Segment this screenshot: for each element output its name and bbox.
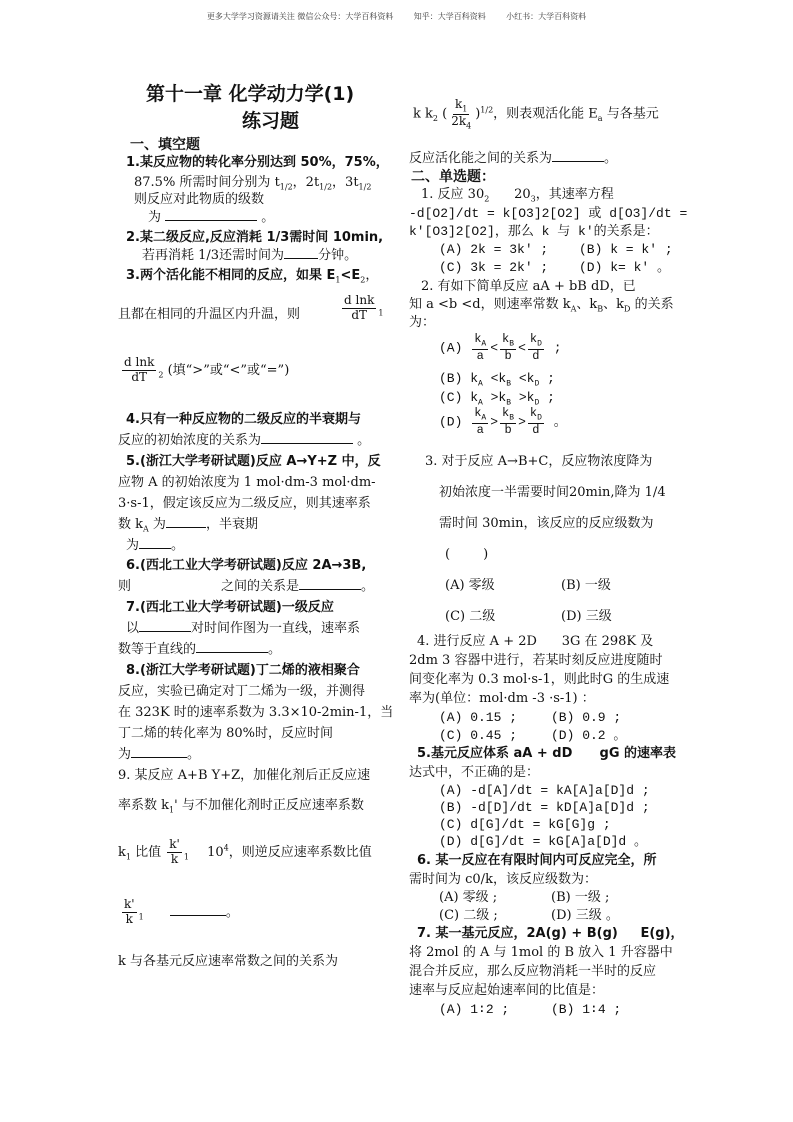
- s6-option-b[interactable]: (B) 一级 ;: [551, 890, 610, 905]
- q5-line4: 数 $k_A$ 为 ，半衰期: [118, 517, 258, 534]
- s3-option-a[interactable]: (A) 零级: [445, 578, 495, 593]
- answer-blank[interactable]: [139, 536, 171, 549]
- answer-blank[interactable]: [139, 619, 191, 632]
- q7-line2: 以 对时间作图为一直线，速率系: [126, 621, 361, 636]
- s1-line3: k'[O3]2[O2]，那么 k 与 k'的关系是：: [409, 224, 659, 239]
- s2-line2: 知 a <b <d，则速率常数 $k_A$、$k_B$、$k_D$ 的关系: [409, 297, 674, 314]
- answer-blank[interactable]: [131, 745, 187, 758]
- s2-line1: 2. 有如下简单反应 aA + bB dD，已: [421, 279, 636, 294]
- s3-option-c[interactable]: (C) 二级: [445, 609, 496, 624]
- q1-line3: 则反应对此物质的级数: [134, 192, 265, 207]
- q9-line4: $\frac{k'}{k}$ $_1$ 。: [124, 897, 239, 926]
- s6-option-c[interactable]: (C) 二级 ;: [439, 908, 498, 923]
- s2-option-a[interactable]: (A) $\frac{k_A}{a}$ < $\frac{k_B}{b}$ < $\frac{k_D}{d}$ ;: [439, 332, 562, 363]
- s1-line1: 1. 反应 $30_2$ $20_3$，其速率方程: [421, 187, 614, 204]
- r-top-line2: 反应活化能之间的关系为 。: [409, 151, 618, 166]
- answer-blank[interactable]: [284, 246, 318, 259]
- q7-line1: 7.(西北工业大学考研试题)一级反应: [126, 600, 334, 615]
- r-top-line1: k $k_2$ ( $\frac{k_1}{2k_4}$ )$^{1/2}$，则表观活化能 $E_a$ 与各基元: [413, 97, 659, 130]
- q8-line3: 在 323K 时的速率系数为 3.3×10-2min-1，当: [118, 705, 394, 720]
- s5-option-c[interactable]: (C) d[G]/dt = kG[G]g ;: [439, 817, 611, 832]
- q8-line2: 反应，实验已确定对丁二烯为一级，并测得: [118, 684, 366, 699]
- q9-line1: 9. 某反应 A+B Y+Z，加催化剂后正反应速: [118, 768, 371, 783]
- s4-option-a[interactable]: (A) 0.15 ;: [439, 710, 518, 725]
- s4-option-c[interactable]: (C) 0.45 ;: [439, 728, 518, 743]
- s4-option-b[interactable]: (B) 0.9 ;: [551, 710, 622, 725]
- s2-option-c[interactable]: (C) $k_A >k_B >k_D$ ;: [439, 390, 555, 408]
- s6-option-d[interactable]: (D) 三级 。: [551, 908, 619, 923]
- answer-blank[interactable]: [165, 208, 257, 221]
- title-line2: 练习题: [242, 110, 300, 132]
- q8-line5: 为 。: [118, 747, 201, 762]
- s3-line3: 需时间 30min，该反应的反应级数为: [439, 516, 654, 531]
- s1-line2: -d[O2]/dt = k[O3]2[O2] 或 d[O3]/dt =: [409, 206, 688, 221]
- s1-option-b[interactable]: (B) k = k' ;: [579, 242, 673, 257]
- s5-option-d[interactable]: (D) d[G]/dt = kG[A]a[D]d 。: [439, 834, 648, 849]
- section-single-choice: 二、单选题：: [411, 169, 495, 185]
- s7-option-a[interactable]: (A) 1∶2 ;: [439, 1002, 510, 1017]
- q3-line2: 且都在相同的升温区内升温，则: [118, 307, 301, 322]
- s7-line3: 混合并反应，那么反应物消耗一半时的反应: [409, 964, 657, 979]
- s5-option-a[interactable]: (A) -d[A]/dt = kA[A]a[D]d ;: [439, 783, 650, 798]
- s3-option-d[interactable]: (D) 三级: [561, 609, 612, 624]
- s6-line1: 6. 某一反应在有限时间内可反应完全，所: [417, 853, 657, 868]
- s4-line2: 2dm 3 容器中进行，若某时刻反应进度随时: [409, 653, 663, 668]
- s1-option-a[interactable]: (A) 2k = 3k' ;: [439, 242, 549, 257]
- q9-line2: 率系数 $k_1'$ 与不加催化剂时正反应速率系数: [118, 798, 364, 815]
- s2-option-d[interactable]: (D) $\frac{k_A}{a}$ > $\frac{k_B}{b}$ > $\frac{k_D}{d}$ 。: [439, 406, 567, 437]
- answer-blank[interactable]: [261, 431, 353, 444]
- q3-line1: 3.两个活化能不相同的反应，如果 $E_1<E_2$，: [126, 268, 379, 285]
- q2-line2: 若再消耗 1/3还需时间为 分钟。: [142, 248, 358, 263]
- s7-line2: 将 2mol 的 A 与 1mol 的 B 放入 1 升容器中: [409, 945, 673, 960]
- q9-line3: $k_1$ 比值 $\frac{k'}{k}$ $_1$ $10^4$，则逆反应速率系数比值: [118, 837, 372, 866]
- s3-answer-bracket[interactable]: ( ): [445, 547, 489, 562]
- answer-blank[interactable]: [299, 577, 361, 590]
- q1-line1: 1.某反应物的转化率分别达到 50%，75%，: [126, 155, 389, 170]
- s4-line1: 4. 进行反应 A + 2D 3G 在 298K 及: [417, 634, 654, 649]
- s4-option-d[interactable]: (D) 0.2 。: [551, 728, 627, 743]
- q8-line4: 丁二烯的转化率为 80%时，反应时间: [118, 726, 334, 741]
- q3-line3: $\frac{\text{d lnk}}{dT}$ $_2$ (填“>”或“<”或“=”): [124, 355, 290, 384]
- s5-option-b[interactable]: (B) -d[D]/dt = kD[A]a[D]d ;: [439, 800, 650, 815]
- q7-line3: 数等于直线的 。: [118, 642, 282, 657]
- q4-line2: 反应的初始浓度的关系为 。: [118, 433, 371, 448]
- answer-blank[interactable]: [196, 640, 268, 653]
- q6-line1: 6.(西北工业大学考研试题)反应 2A→3B,: [126, 558, 367, 573]
- section-fill-blank: 一、填空题: [130, 137, 200, 153]
- q3-fraction1: $\frac{\text{d lnk}}{dT}$ $_1$: [344, 293, 384, 322]
- s2-line3: 为：: [409, 315, 436, 330]
- s6-line2: 需时间为 c0/k，该反应级数为：: [409, 872, 597, 887]
- title-line1: 第十一章 化学动力学(1): [146, 83, 355, 105]
- q2-line1: 2.某二级反应,反应消耗 1/3需时间 10min,: [126, 230, 384, 245]
- s2-option-b[interactable]: (B) $k_A <k_B <k_D$ ;: [439, 371, 555, 389]
- q1-line2: 87.5% 所需时间分别为 $t_{1/2}$，$2t_{1/2}$，$3t_{1/2}$: [134, 175, 372, 192]
- s3-line1: 3. 对于反应 A→B+C，反应物浓度降为: [425, 454, 653, 469]
- s5-line1: 5.基元反应体系 aA + dD gG 的速率表: [417, 746, 677, 761]
- q5-line3: 3·s-1，假定该反应为二级反应，则其速率系: [118, 496, 371, 511]
- s7-line4: 速率与反应起始速率间的比值是：: [409, 983, 605, 998]
- s6-option-a[interactable]: (A) 零级 ;: [439, 890, 498, 905]
- s7-option-b[interactable]: (B) 1∶4 ;: [551, 1002, 622, 1017]
- s4-line3: 间变化率为 0.3 mol·s-1，则此时G 的生成速: [409, 672, 670, 687]
- answer-blank[interactable]: [166, 515, 206, 528]
- page-header: 更多大学学习资源请关注 微信公众号：大学百科资料 知乎：大学百科资料 小红书：大学百科资料: [206, 12, 587, 21]
- s3-line2: 初始浓度一半需要时间20min,降为 1/4: [439, 485, 666, 500]
- answer-blank[interactable]: [552, 149, 604, 162]
- q8-line1: 8.(浙江大学考研试题)丁二烯的液相聚合: [126, 663, 360, 678]
- s1-option-c[interactable]: (C) 3k = 2k' ;: [439, 260, 549, 275]
- q5-line2: 应物 A 的初始浓度为 1 mol·dm-3 mol·dm-: [118, 475, 376, 490]
- q9-line5: k 与各基元反应速率常数之间的关系为: [118, 954, 339, 969]
- q5-line1: 5.(浙江大学考研试题)反应 A→Y+Z 中，反: [126, 454, 381, 469]
- s7-line1: 7. 某一基元反应，2A(g) + B(g) E(g)，: [417, 926, 684, 941]
- q4-line1: 4.只有一种反应物的二级反应的半衰期与: [126, 412, 361, 427]
- answer-blank[interactable]: [170, 903, 226, 916]
- q6-line2: 则 之间的关系是 。: [118, 579, 375, 594]
- s4-line4: 率为(单位：mol·dm -3 ·s-1) ：: [409, 691, 595, 706]
- s5-line2: 达式中，不正确的是：: [409, 765, 540, 780]
- q1-line4: 为 。: [148, 210, 275, 225]
- q5-line5: 为 。: [126, 538, 185, 553]
- s3-option-b[interactable]: (B) 一级: [561, 578, 611, 593]
- s1-option-d[interactable]: (D) k= k' 。: [579, 260, 671, 275]
